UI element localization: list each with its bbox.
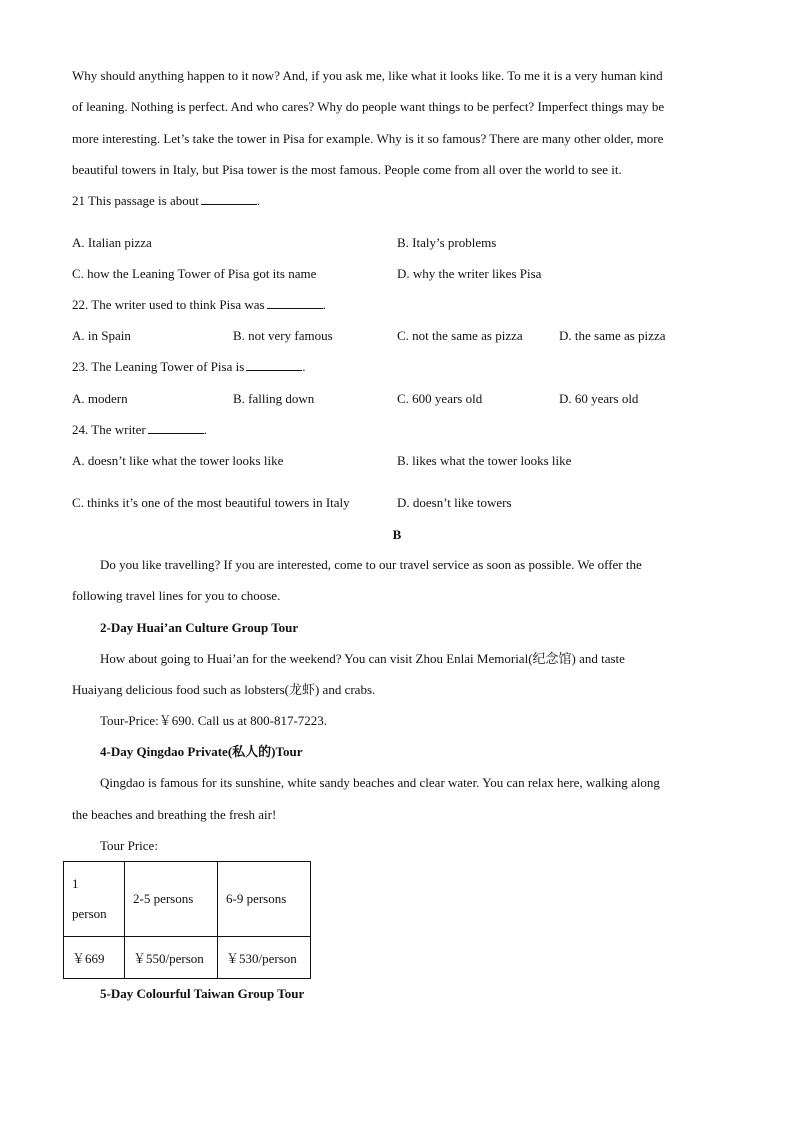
question-stem: 24. The writer <box>72 422 146 437</box>
option-23-a: A. modern <box>72 391 128 406</box>
table-row <box>64 937 311 979</box>
option-21-b: B. Italy’s problems <box>397 235 497 250</box>
question-suffix: . <box>203 422 208 437</box>
question-24 <box>72 421 207 439</box>
tour-price-label: Tour Price: <box>100 838 158 853</box>
option-21-a: A. Italian pizza <box>72 235 152 250</box>
table-header-cell: 2-5 persons <box>125 862 218 937</box>
table-cell: ￥530/person <box>218 937 311 979</box>
option-23-c: C. 600 years old <box>397 391 483 406</box>
question-21 <box>72 192 260 210</box>
option-22-c: C. not the same as pizza <box>397 328 523 343</box>
option-21-c: C. how the Leaning Tower of Pisa got its name <box>72 266 317 281</box>
option-22-d: D. the same as pizza <box>559 328 666 343</box>
table-cell: ￥669 <box>64 937 125 979</box>
question-stem: 22. The writer used to think Pisa was <box>72 297 265 312</box>
question-suffix: . <box>322 297 326 312</box>
tour-title: 2-Day Huai’an Culture Group Tour <box>100 620 299 635</box>
answer-blank <box>267 296 323 309</box>
tour-price: Tour-Price:￥690. Call us at 800-817-7223. <box>100 713 328 728</box>
question-suffix: . <box>302 359 306 374</box>
question-stem: 23. The Leaning Tower of Pisa is <box>72 359 245 374</box>
option-24-d: D. doesn’t like towers <box>397 495 512 510</box>
option-22-b: B. not very famous <box>233 328 333 343</box>
answer-blank <box>246 358 302 371</box>
option-24-a: A. doesn’t like what the tower looks like <box>72 453 284 468</box>
question-suffix: . <box>256 193 261 208</box>
table-header-cell: 6-9 persons <box>218 862 311 937</box>
option-24-c: C. thinks it’s one of the most beautiful towers in Italy <box>72 495 350 510</box>
passage-line: Why should anything happen to it now? And, if you ask me, like what it looks like. To me it is a very human kind <box>72 68 663 83</box>
option-22-a: A. in Spain <box>72 328 131 343</box>
answer-blank <box>201 192 257 205</box>
tour-line: How about going to Huai’an for the weekend? You can visit Zhou Enlai Memorial(纪念馆) and taste <box>100 651 625 666</box>
question-stem: 21 This passage is about <box>72 193 199 208</box>
passage-line: more interesting. Let’s take the tower in Pisa for example. Why is it so famous? There are many other older, more <box>72 131 664 146</box>
table-header-cell <box>64 862 125 937</box>
tour-line: the beaches and breathing the fresh air! <box>72 807 277 822</box>
option-21-d: D. why the writer likes Pisa <box>397 266 542 281</box>
table-row <box>64 862 311 937</box>
header-part: person <box>72 906 107 921</box>
passage-line: beautiful towers in Italy, but Pisa tower is the most famous. People come from all over the world to see it. <box>72 162 622 177</box>
option-24-b: B. likes what the tower looks like <box>397 453 572 468</box>
table-cell: ￥550/person <box>125 937 218 979</box>
option-23-d: D. 60 years old <box>559 391 639 406</box>
tour-title: 4-Day Qingdao Private(私人的)Tour <box>100 744 303 759</box>
intro-line: Do you like travelling? If you are interested, come to our travel service as soon as possible. We offer the <box>100 557 642 572</box>
section-heading: B <box>392 527 402 542</box>
option-23-b: B. falling down <box>233 391 315 406</box>
question-23 <box>72 358 306 376</box>
tour-line: Qingdao is famous for its sunshine, white sandy beaches and clear water. You can relax here, walking along <box>100 775 660 790</box>
passage-line: of leaning. Nothing is perfect. And who cares? Why do people want things to be perfect? Imperfect things may be <box>72 99 665 114</box>
tour-line: Huaiyang delicious food such as lobsters(龙虾) and crabs. <box>72 682 376 697</box>
tour-title: 5-Day Colourful Taiwan Group Tour <box>100 986 305 1001</box>
answer-blank <box>148 421 204 434</box>
price-table <box>63 861 311 979</box>
question-22 <box>72 296 326 314</box>
header-part: 1 <box>72 876 79 891</box>
intro-line: following travel lines for you to choose. <box>72 588 281 603</box>
